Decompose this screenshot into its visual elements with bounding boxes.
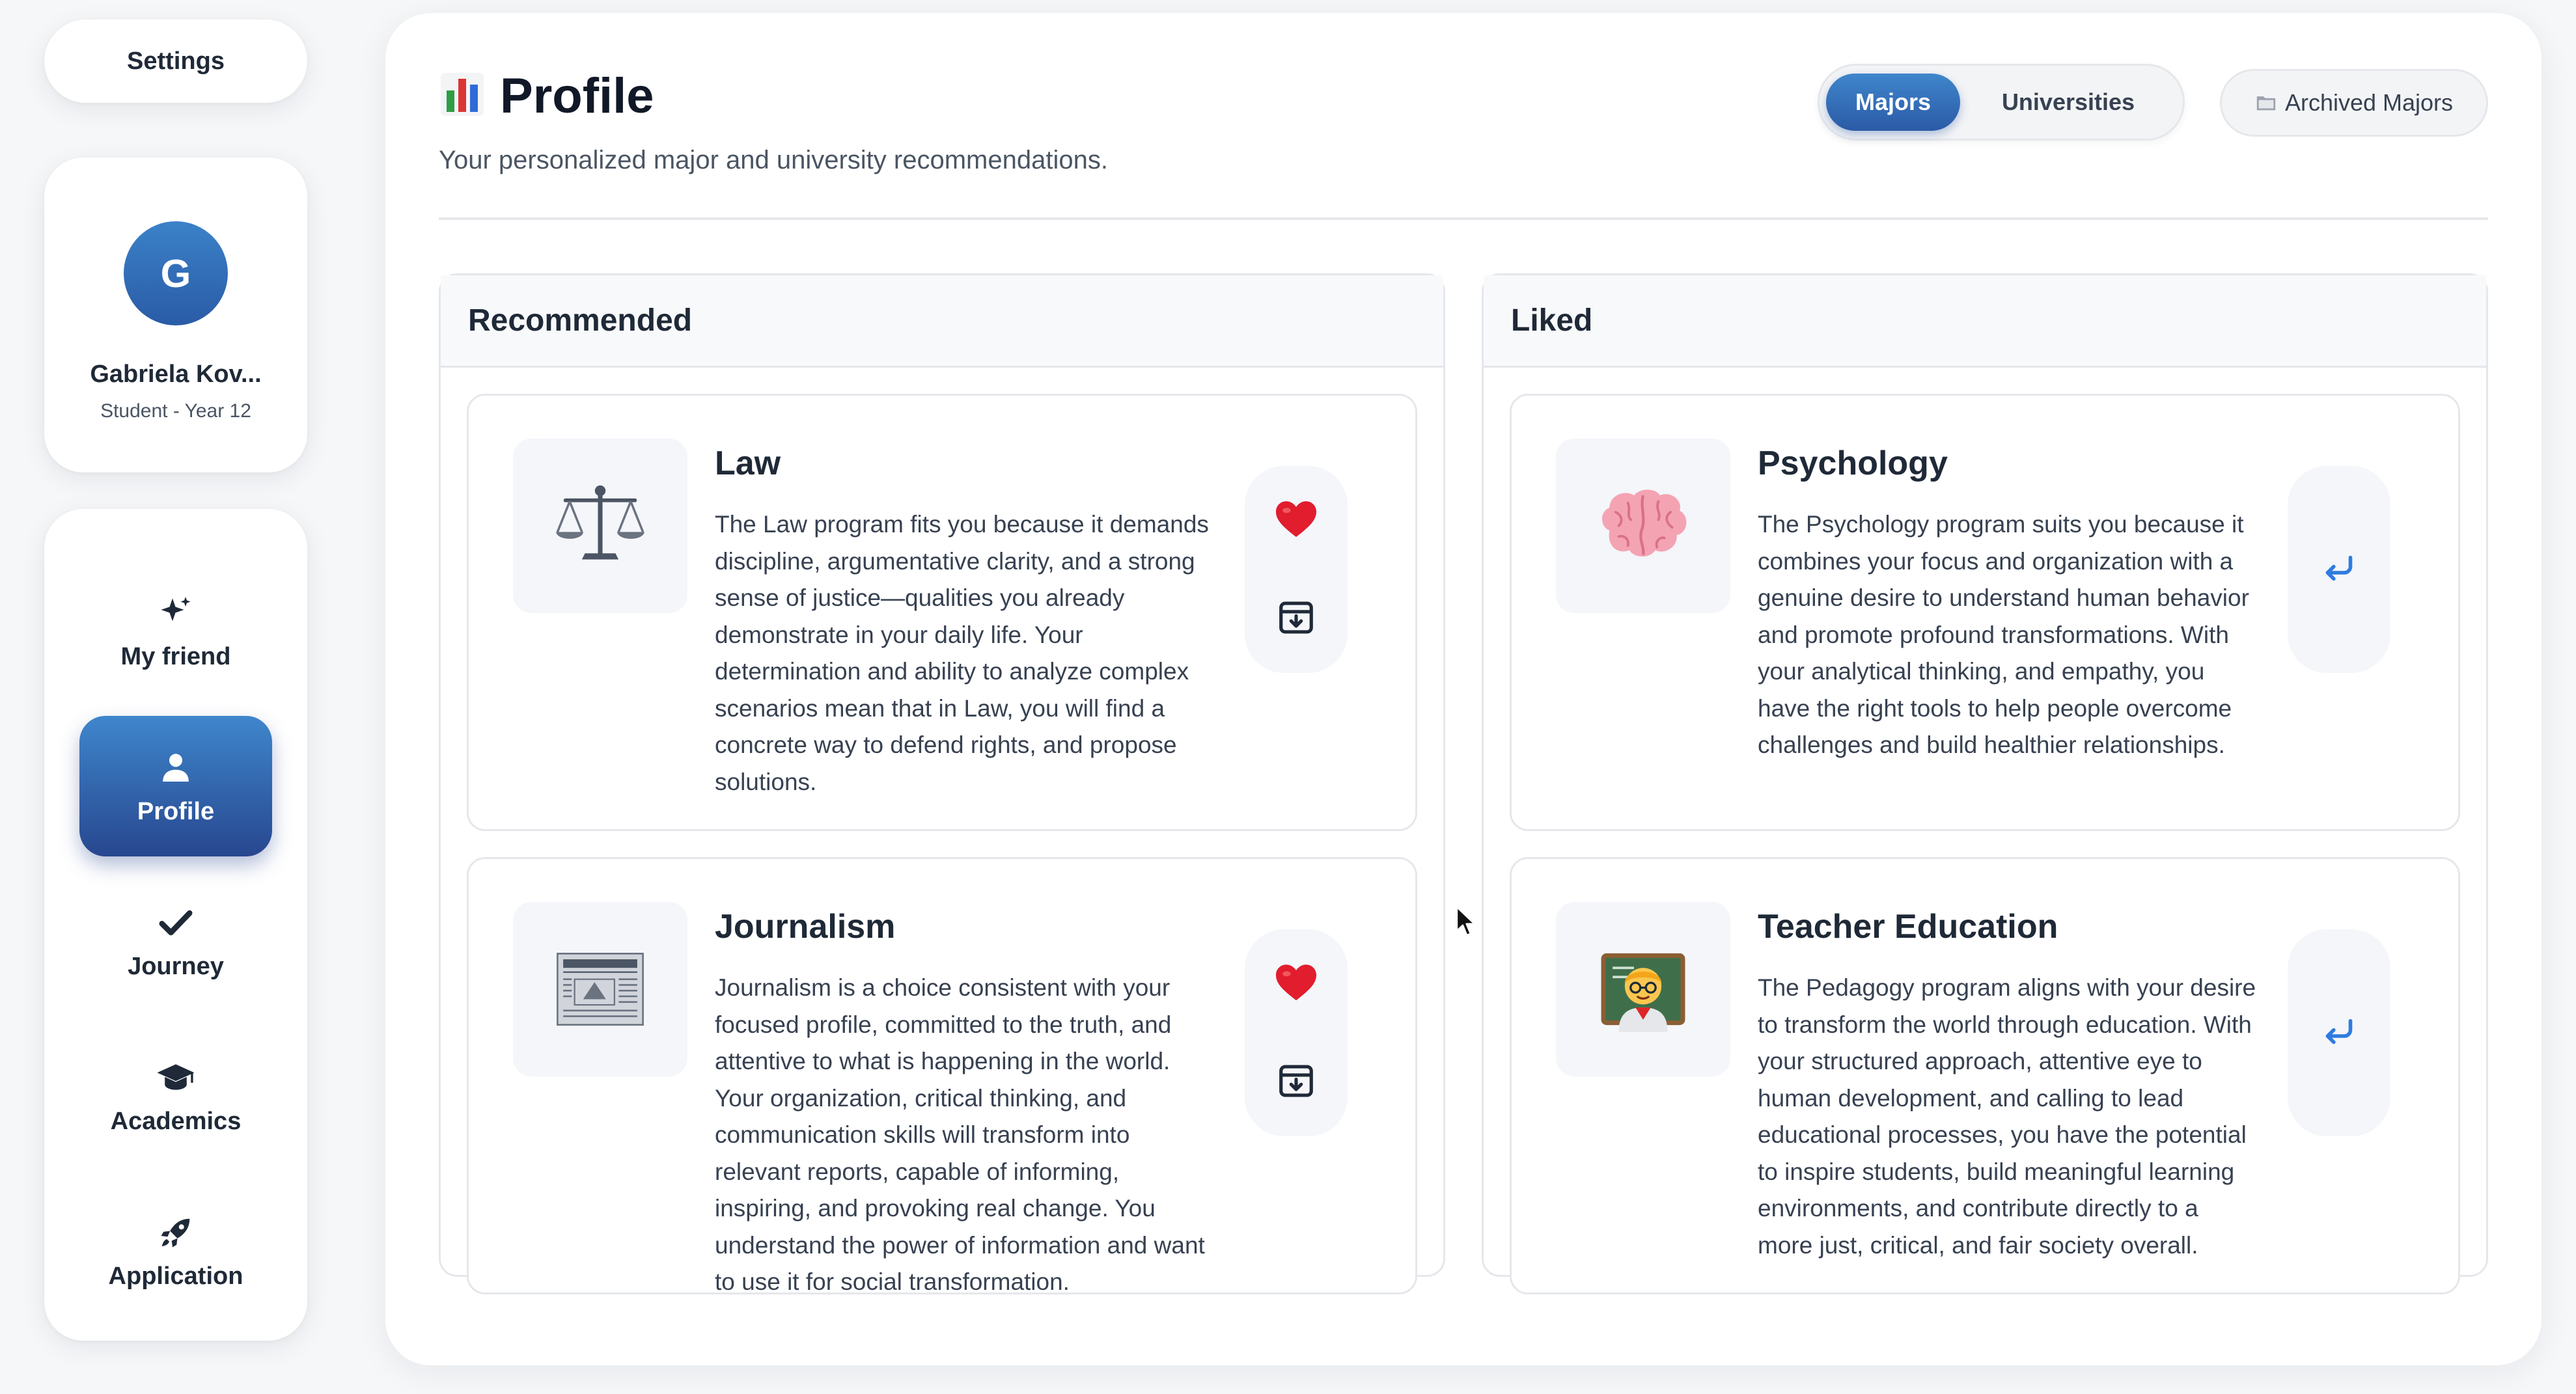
main-panel [385, 13, 2541, 1365]
nav-label: Academics [110, 1107, 242, 1135]
nav-item-my-friend[interactable] [79, 561, 272, 702]
like-button[interactable] [1264, 487, 1329, 553]
nav-item-application[interactable] [79, 1181, 272, 1321]
scales-icon [513, 439, 687, 613]
sparkle-icon [156, 592, 195, 634]
major-description: Journalism is a choice consistent with your focused profile, committed to the truth, and attentive to what is happening in the world. Your organization, critical thinking, and communication skills will transform into relevant reports, capable of informing, inspiring, and provoking real change. You understand the power of information and want to use it for social transformation. [715, 974, 1205, 1295]
view-toggle [1818, 64, 2185, 141]
page-header [439, 68, 654, 124]
archived-majors-label: Archived Majors [2284, 89, 2454, 116]
teacher-icon [1556, 902, 1730, 1076]
avatar [124, 221, 228, 325]
major-description: The Law program fits you because it demands discipline, argumentative clarity, and a strong sense of justice—qualities you already demonstrate in your daily life. Your determination and ability to analyze complex scenarios mean that in Law, you will find a concrete way to defend rights, and propose solutions. [715, 511, 1209, 795]
major-name: Psychology [1758, 444, 1948, 482]
undo-arrow-icon [2321, 553, 2357, 587]
page-title: Profile [500, 68, 654, 124]
settings-button[interactable] [44, 20, 307, 103]
header-divider [439, 217, 2488, 220]
user-name: Gabriela Kov... [90, 361, 262, 388]
settings-label: Settings [127, 47, 225, 75]
rocket-icon [156, 1212, 195, 1253]
archive-folder-icon [2255, 93, 2277, 113]
main-nav [44, 509, 307, 1341]
major-name: Law [715, 444, 781, 482]
heart-icon [1274, 962, 1318, 1005]
nav-label: Profile [137, 797, 215, 825]
toggle-majors[interactable]: Majors [1826, 74, 1960, 131]
major-name: Teacher Education [1758, 908, 2058, 946]
major-name: Journalism [715, 908, 896, 946]
major-card-psychology [1510, 394, 2460, 831]
major-card-law [467, 394, 1417, 831]
unlike-button[interactable] [2306, 537, 2372, 602]
nav-item-academics[interactable] [79, 1026, 272, 1166]
archive-button[interactable] [1264, 586, 1329, 651]
archive-box-icon [1276, 597, 1316, 641]
heart-icon [1274, 499, 1318, 542]
major-card-journalism [467, 857, 1417, 1294]
check-icon [156, 902, 195, 944]
user-role: Student - Year 12 [100, 400, 251, 422]
brain-icon [1556, 439, 1730, 613]
newspaper-icon [513, 902, 687, 1076]
nav-item-profile[interactable] [79, 716, 272, 856]
sidebar [44, 20, 307, 1341]
nav-label: Journey [128, 952, 224, 980]
mouse-cursor-icon [1456, 906, 1478, 942]
archive-button[interactable] [1264, 1050, 1329, 1115]
toggle-universities[interactable]: Universities [2001, 89, 2135, 115]
card-actions [2288, 929, 2390, 1136]
liked-column [1482, 273, 2488, 1277]
archive-box-icon [1276, 1061, 1316, 1104]
user-card [44, 157, 307, 472]
recommended-column [439, 273, 1445, 1295]
unlike-button[interactable] [2306, 1000, 2372, 1065]
bar-chart-icon [439, 71, 486, 121]
page-subtitle: Your personalized major and university recommendations. [439, 146, 1108, 174]
nav-label: My friend [120, 642, 231, 670]
nav-item-journey[interactable] [79, 871, 272, 1011]
graduation-cap-icon [156, 1057, 196, 1099]
nav-label: Application [108, 1262, 243, 1290]
liked-heading: Liked [1484, 275, 2486, 368]
person-icon [158, 747, 194, 789]
card-actions [2288, 466, 2390, 673]
like-button[interactable] [1264, 951, 1329, 1016]
card-actions [1245, 466, 1348, 673]
avatar-initial: G [160, 251, 191, 295]
undo-arrow-icon [2321, 1016, 2357, 1050]
archived-majors-button[interactable] [2220, 69, 2488, 137]
card-actions [1245, 929, 1348, 1136]
recommended-heading: Recommended [441, 275, 1443, 368]
major-card-teacher-education [1510, 857, 2460, 1294]
major-description: The Pedagogy program aligns with your desire to transform the world through education. With your structured approach, attentive eye to human development, and calling to lead educational processes, you have the potential to inspire students, build meaningful learning environments, and contribute directly to a more just, critical, and fair society overall. [1758, 974, 2256, 1259]
major-description: The Psychology program suits you because it combines your focus and organization with a genuine desire to understand human behavior and promote profound transformations. With your analytical thinking, and empathy, you have the right tools to help people overcome challenges and build healthier relationships. [1758, 511, 2249, 758]
